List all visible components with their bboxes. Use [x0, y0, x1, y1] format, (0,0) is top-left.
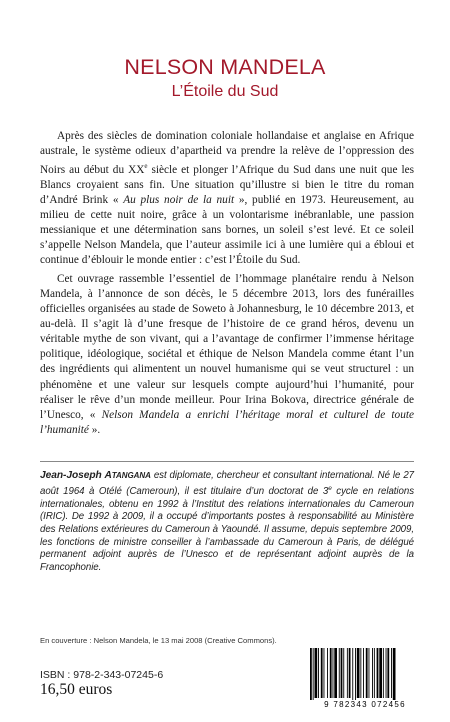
- blurb-paragraph-2: [40, 272, 414, 438]
- superscript: e: [144, 162, 148, 171]
- cover-credit: En couverture : Nelson Mandela, le 13 mai 2008 (Creative Commons).: [40, 636, 277, 645]
- barcode-bar: [363, 648, 364, 698]
- barcode-bar: [387, 648, 389, 698]
- barcode-bar: [360, 648, 361, 698]
- section-divider: [40, 461, 414, 462]
- blurb-text: Après des siècles de domination coloniale hollandaise et anglaise en Afrique australe, le système odieux d’apartheid va prendre la relève de l’oppression des Noirs au début du XX: [40, 130, 414, 176]
- price: 16,50 euros: [40, 681, 113, 698]
- barcode-bar: [324, 648, 325, 698]
- barcode-bar: [369, 648, 370, 698]
- isbn: ISBN : 978-2-343-07245-6: [40, 669, 164, 681]
- barcode-bar: [341, 648, 343, 698]
- barcode-bar: [318, 648, 319, 698]
- barcode-bar: [315, 648, 318, 698]
- author-bio: [40, 470, 414, 575]
- author-first: Jean-Joseph A: [40, 470, 112, 481]
- barcode-bar: [339, 648, 340, 698]
- book-subtitle: L’Étoile du Sud: [171, 83, 279, 100]
- superscript: e: [328, 484, 332, 492]
- barcode-bar: [349, 648, 351, 698]
- blurb-text: siècle et plonger l’Afrique du Sud dans une nuit que les Blancs croyaient sans fin. Une situation qu’illustre si bien le titre du roman d’André Brink «: [40, 163, 414, 206]
- blurb-text: Cet ouvrage rassemble l’essentiel de l’hommage planétaire rendu à Nelson Mandela, à l’annonce de son décès, le 5 décembre 2013, lors des funérailles officielles organisées au stade de Soweto à Johannesburg, le 10 décembre 2013, et au-delà. Il s’agit là d’une fresque de l’histoire de ce grand héros, devenu un véritable mythe de son vivant, qui a l’avantage de confirmer l’immense héritage politique, idéologique, sociétal et éthique de Nelson Mandela comme étant l’un des ingrédients qui alimentent un nouvel humanisme qui se veut structurel : un phénomène et une valeur sur lesquels compte aujourd’hui l’humanité, pour réaliser le rêve d’un monde meilleur. Pour Irina Bokova, directrice générale de l’Unesco, «: [40, 273, 414, 421]
- barcode-digits: 9 782343 072456: [306, 700, 424, 709]
- barcode-bar: [347, 648, 348, 698]
- barcode-bar: [393, 648, 396, 702]
- barcode-bar: [352, 648, 353, 702]
- barcode-bars: [306, 648, 424, 702]
- barcode-bar: [386, 648, 387, 698]
- novel-title: Au plus noir de la nuit: [123, 193, 235, 206]
- barcode-bar: [383, 648, 384, 698]
- barcode-bar: [377, 648, 379, 698]
- book-title: NELSON MANDELA: [124, 55, 326, 79]
- barcode-bar: [343, 648, 344, 698]
- barcode-bar: [327, 648, 328, 698]
- barcode-bar: [355, 648, 356, 702]
- barcode-bar: [379, 648, 382, 698]
- barcode-bar: [321, 648, 323, 698]
- blurb: [40, 129, 414, 442]
- barcode-bar: [374, 648, 375, 698]
- barcode-bar: [366, 648, 368, 698]
- barcode-bar: [391, 648, 392, 698]
- bio-text: est diplomate, chercheur et consultant international. Né le 27 août 1964 à Otélé (Cameroun), il est titulaire d’un doctorat de 3: [40, 470, 414, 497]
- barcode-bar: [313, 648, 314, 702]
- barcode-bar: [330, 648, 332, 698]
- author-name: [40, 470, 151, 481]
- author-surname-smallcaps: TANGANA: [111, 471, 151, 480]
- barcode-bar: [333, 648, 334, 698]
- blurb-text: », publié en 1973. Heureusement, au milieu de cette nuit noire, grâce à un volontarisme inébranlable, une passion messianique et une détermination sans bornes, un soleil s’est levé. Et ce soleil s’appelle Nelson Mandela, que l’auteur assimile ici à une lumière qui a ébloui et continue d’éblouir le monde entier : c’est l’Étoile du Sud.: [40, 193, 415, 267]
- barcode-bar: [334, 648, 337, 698]
- quotation: Nelson Mandela a enrichi l’héritage moral et culturel de toute l’humanité: [40, 408, 415, 436]
- barcode-bar: [372, 648, 373, 698]
- barcode-bar: [310, 648, 312, 702]
- blurb-text: ».: [88, 423, 101, 436]
- barcode-bar: [357, 648, 360, 698]
- blurb-paragraph-1: [40, 129, 414, 268]
- bio-text: cycle en relations internationales, obtenu en 1992 à l’Institut des relations internationales du Cameroun (IRIC). De 1992 à 2009, il a occupé d’importants postes à responsabilité au Ministère des Relations extérieures du Cameroun à Yaoundé. Il assume, depuis septembre 2009, les fonctions de ministre conseiller à l’ambassade du Cameroun à Paris, de délégué permanent adjoint auprès de l’Unesco et de représentant adjoint auprès de la Francophonie.: [40, 485, 414, 574]
